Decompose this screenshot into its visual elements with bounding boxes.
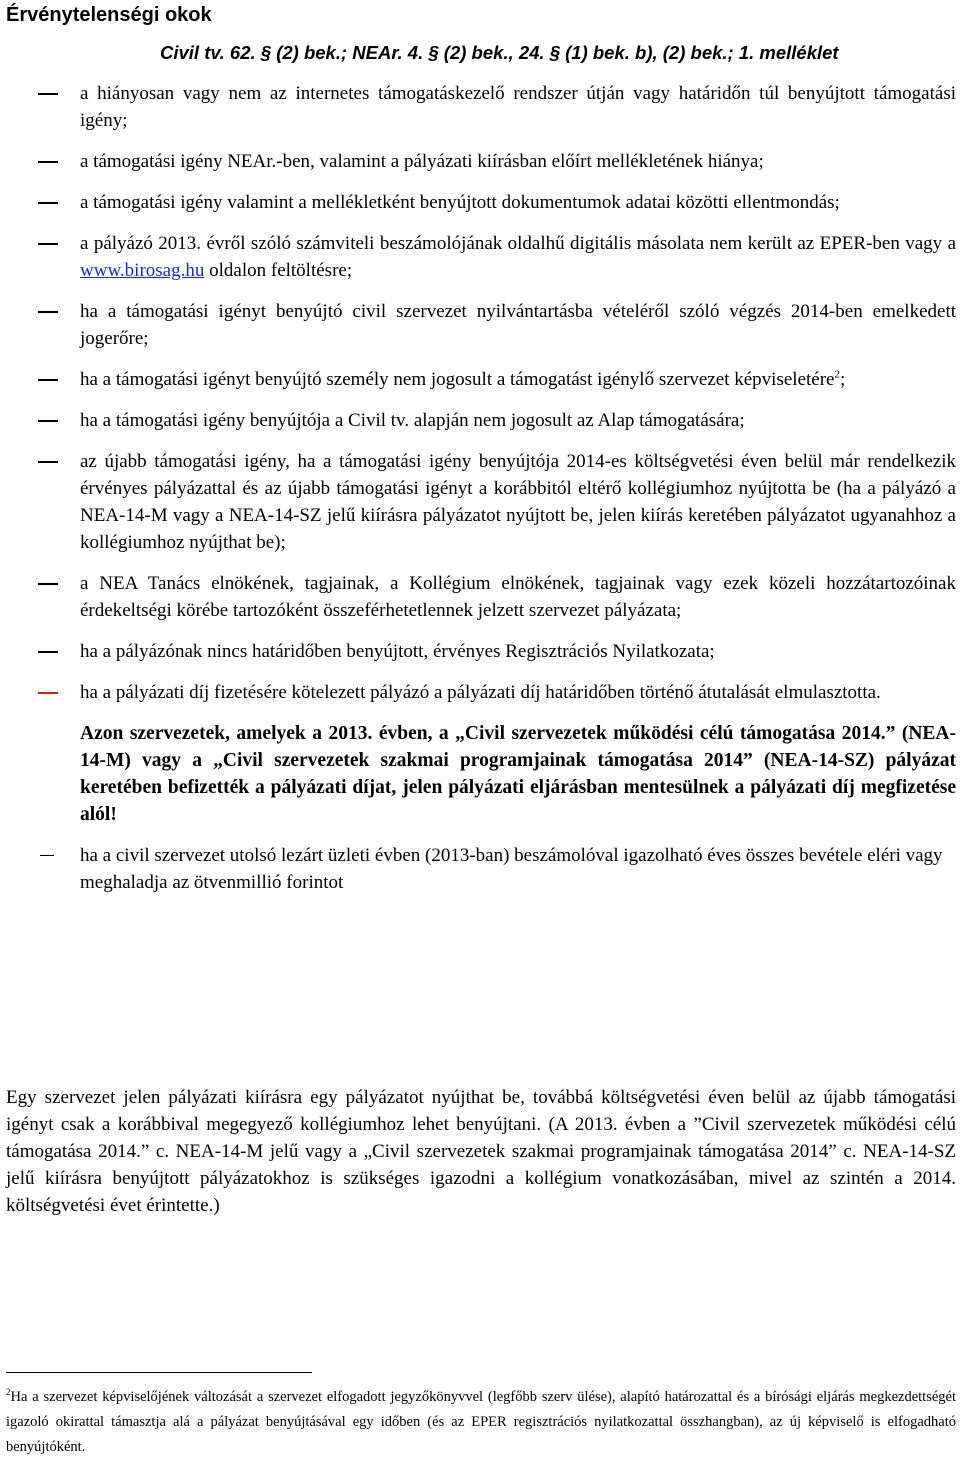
dash-bullet-red — [38, 692, 58, 694]
dash-bullet — [38, 161, 58, 163]
footnote-separator — [6, 1372, 312, 1373]
footnote-reference[interactable]: 2 — [834, 368, 840, 381]
list-item-text: a támogatási igény valamint a mellékletként benyújtott dokumentumok adatai közötti ellentmondás; — [80, 192, 840, 213]
dash-bullet — [38, 583, 58, 585]
list-item-text: ha a civil szervezet utolsó lezárt üzleti évben (2013-ban) beszámolóval igazolható éves összes bevétele eléri vagy meghaladja az ötvenmillió forintot — [80, 845, 943, 893]
footnote-mark: 2 — [6, 1387, 11, 1398]
list-item — [0, 189, 960, 216]
list-item — [0, 679, 960, 706]
list-item — [0, 842, 960, 896]
invalidity-reasons-list — [0, 80, 960, 910]
list-item-text: ha a pályázati díj fizetésére kötelezett pályázó a pályázati díj határidőben történő átutalását elmulasztotta. — [80, 682, 881, 703]
list-item — [0, 148, 960, 175]
list-item-text-part: ; — [839, 369, 846, 390]
list-item — [0, 298, 960, 352]
list-item-text: ha a támogatási igény benyújtója a Civil tv. alapján nem jogosult az Alap támogatására; — [80, 410, 745, 431]
dash-bullet — [40, 855, 54, 856]
footnote — [6, 1385, 956, 1460]
section-heading: Érvénytelenségi okok — [6, 4, 212, 26]
dash-bullet — [38, 93, 58, 95]
list-item-text: a hiányosan vagy nem az internetes támogatáskezelő rendszer útján vagy határidőn túl benyújtott támogatási igény; — [80, 83, 956, 131]
list-item — [0, 448, 960, 556]
dash-bullet — [38, 243, 58, 245]
dash-bullet — [38, 420, 58, 422]
dash-bullet — [38, 651, 58, 653]
list-item — [0, 638, 960, 665]
footnote-text: Ha a szervezet képviselőjének változását a szervezet elfogadott jegyzőkönyvvel (legfőbb szerv ülése), alapító határozattal és a bírósági eljárás megkezdettségét igazoló okirattal támasztja alá a pályázat benyújtásával egy időben (és az EPER regisztrációs nyilatkozattal összhangban), az új képviselő is elfogadható benyújtóként. — [6, 1389, 956, 1455]
dash-bullet — [38, 202, 58, 204]
list-item — [0, 230, 960, 284]
list-item — [0, 407, 960, 434]
dash-bullet — [38, 379, 58, 381]
list-item — [0, 570, 960, 624]
list-item-text — [80, 230, 956, 284]
list-item-text: az újabb támogatási igény, ha a támogatási igény benyújtója 2014-es költségvetési éven belül már rendelkezik érvényes pályázattal és az újabb támogatási igényt a korábbitól eltérő kollégiumhoz nyújtotta be (ha a pályázó a NEA-14-M vagy a NEA-14-SZ jelű kiírásra pályázatot nyújtott be, jelen kiírás keretében pályázatot ugyanahhoz a kollégiumhoz nyújthat be); — [80, 451, 956, 553]
list-item-text-part: ha a támogatási igényt benyújtó személy nem jogosult a támogatást igénylő szervezet képviseletére — [80, 369, 835, 390]
dash-bullet — [38, 461, 58, 463]
list-item-text: ha a támogatási igényt benyújtó civil szervezet nyilvántartásba vételéről szóló végzés 2014-ben emelkedett jogerőre; — [80, 301, 956, 349]
fee-exemption-note: Azon szervezetek, amelyek a 2013. évben, a „Civil szervezetek működési célú támogatása 2014.” (NEA-14-M) vagy a „Civil szervezetek szakmai programjainak támogatása 2014” (NEA-14-SZ) pályázat keretében befizették a pályázati díjat, jelen pályázati eljárásban mentesülnek a pályázati díj megfizetése alól! — [80, 723, 956, 825]
body-paragraph: Egy szervezet jelen pályázati kiírásra egy pályázatot nyújthat be, továbbá költségvetési éven belül az újabb támogatási igényt csak a korábbival megegyező kollégiumhoz lehet benyújtani. (A 2013. évben a ”Civil szervezetek működési célú támogatása 2014.” c. NEA-14-M jelű vagy a „Civil szervezetek szakmai programjainak támogatása 2014” c. NEA-14-SZ jelű kiírásra benyújtott pályázatokhoz is szükséges igazodni a kollégium vonatkozásában, mivel az szintén a 2014. költségvetési évet érintette.) — [6, 1087, 956, 1216]
list-item-text: a támogatási igény NEAr.-ben, valamint a pályázati kiírásban előírt mellékletének hiánya; — [80, 151, 764, 172]
legal-reference: Civil tv. 62. § (2) bek.; NEAr. 4. § (2) bek., 24. § (1) bek. b), (2) bek.; 1. melléklet — [160, 42, 839, 63]
list-item — [0, 366, 960, 393]
list-item-text-part: a pályázó 2013. évről szóló számviteli beszámolójának oldalhű digitális másolata nem került az EPER-ben vagy a — [80, 233, 956, 254]
dash-bullet — [38, 311, 58, 313]
list-item-text — [80, 366, 956, 393]
list-item-text: a NEA Tanács elnökének, tagjainak, a Kollégium elnökének, tagjainak vagy ezek közeli hozzátartozóinak érdekeltségi körébe tartozóként összeférhetetlennek jelzett szervezet pályázata; — [80, 573, 956, 621]
list-item — [0, 80, 960, 134]
birosag-link[interactable]: www.birosag.hu — [80, 260, 205, 281]
list-item-text: ha a pályázónak nincs határidőben benyújtott, érvényes Regisztrációs Nyilatkozata; — [80, 641, 715, 662]
list-item-text-part: oldalon feltöltésre; — [204, 260, 353, 281]
